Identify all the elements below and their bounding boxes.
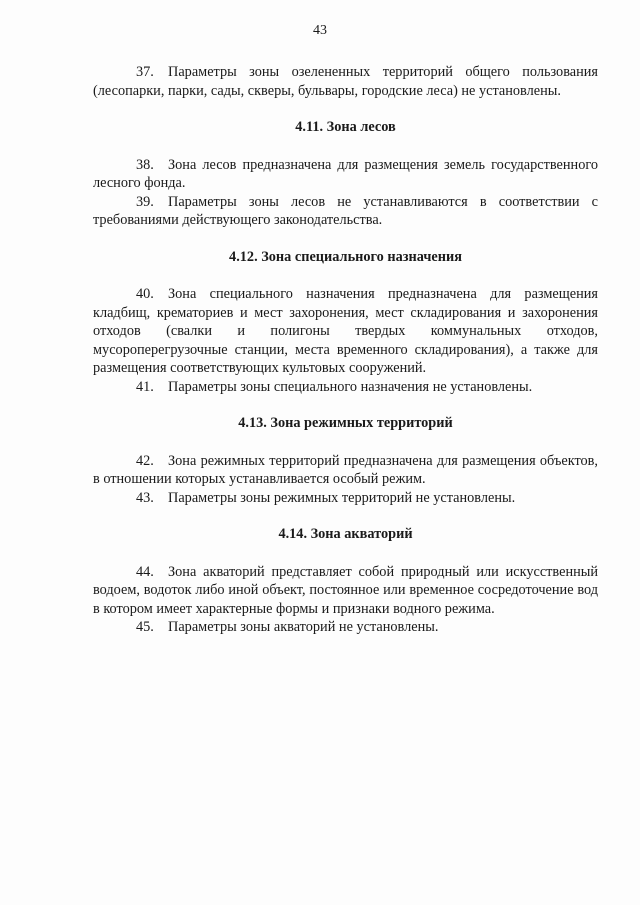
paragraph-number: 39. (136, 193, 154, 210)
paragraph-44 (93, 563, 598, 619)
paragraph-text: Параметры зоны специального назначения не установлены. (168, 378, 533, 395)
section-heading-4-11: 4.11. Зона лесов (295, 119, 396, 135)
paragraph-number: 44. (136, 563, 154, 580)
paragraph-45 (93, 618, 598, 637)
paragraph-43 (93, 489, 598, 508)
paragraph-number: 43. (136, 489, 154, 506)
paragraph-number: 41. (136, 378, 154, 395)
document-body (93, 63, 598, 637)
paragraph-text: Параметры зоны озелененных территорий общего пользования (лесопарки, парки, сады, скверы, бульвары, городские леса) не установлены. (93, 64, 598, 99)
paragraph-number: 37. (136, 64, 154, 80)
paragraph-number: 40. (136, 286, 154, 302)
paragraph-40 (93, 285, 598, 378)
paragraph-text: Параметры зоны лесов не устанавливаются в соответствии с требованиями действующего законодательства. (93, 193, 598, 228)
paragraph-39 (93, 193, 598, 230)
section-heading-4-12: 4.12. Зона специального назначения (229, 248, 462, 265)
paragraph-42 (93, 452, 598, 489)
section-heading-4-14: 4.14. Зона акваторий (278, 526, 413, 542)
paragraph-37 (93, 63, 598, 100)
paragraph-number: 42. (136, 452, 154, 469)
paragraph-text: Зона специального назначения предназначена для размещения кладбищ, крематориев и мест захоронения, мест складирования и захоронения отходов (свалки и полигоны твердых коммунальных отходов, мусороперегрузочные станции, места временного складирования), а также для размещения соответствующих культовых сооружений. (93, 286, 598, 376)
paragraph-text: Зона акваторий представляет собой природный или искусственный водоем, водоток либо иной объект, постоянное или временное сосредоточение вод в котором имеет характерные формы и признаки водного режима. (93, 563, 598, 617)
section-heading-4-13: 4.13. Зона режимных территорий (238, 415, 453, 431)
paragraph-41 (93, 378, 598, 397)
paragraph-text: Параметры зоны акваторий не установлены. (168, 619, 439, 635)
paragraph-number: 45. (136, 619, 154, 635)
paragraph-text: Зона режимных территорий предназначена для размещения объектов, в отношении которых устанавливается особый режим. (93, 452, 598, 487)
page-number: 43 (313, 23, 327, 38)
paragraph-38 (93, 156, 598, 193)
paragraph-text: Параметры зоны режимных территорий не установлены. (168, 489, 516, 506)
paragraph-number: 38. (136, 156, 154, 173)
paragraph-text: Зона лесов предназначена для размещения земель государственного лесного фонда. (93, 156, 598, 191)
